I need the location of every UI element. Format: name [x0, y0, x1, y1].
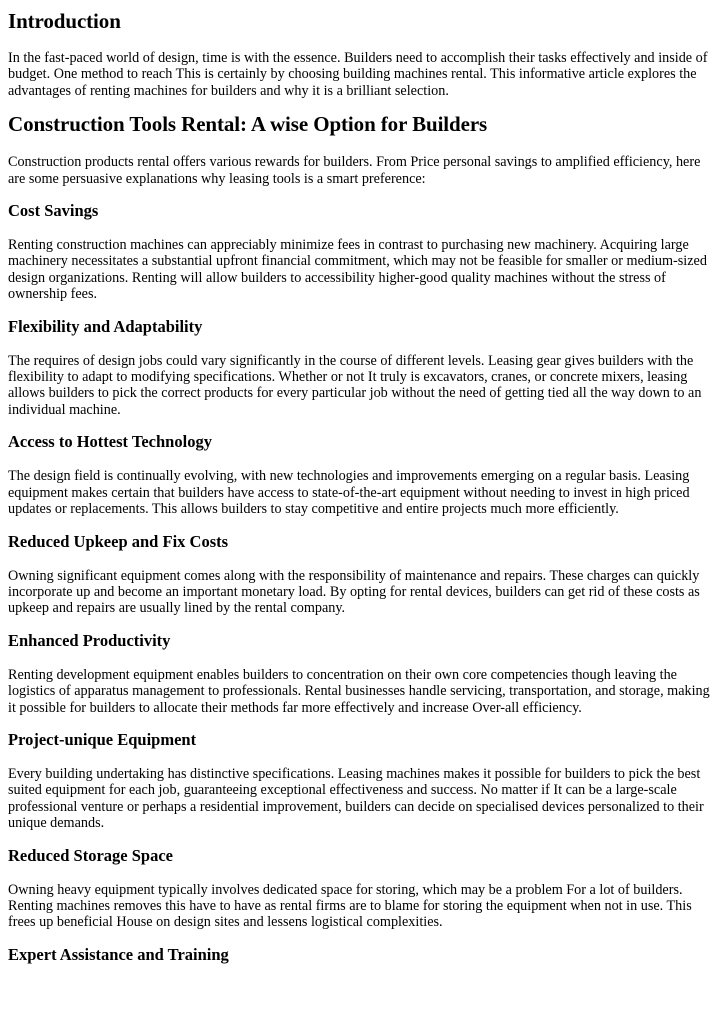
section-heading: Expert Assistance and Training [8, 944, 229, 964]
document-page [0, 8, 720, 965]
section-heading: Reduced Upkeep and Fix Costs [8, 531, 229, 551]
section-flexibility [8, 317, 712, 419]
section-heading: Reduced Storage Space [8, 845, 173, 865]
section-productivity [8, 631, 712, 716]
section-paragraph: The requires of design jobs could vary significantly in the course of different levels. Leasing gear gives builders with the flexibility to adapt to modifying specifications. Whether or not It truly is excavators, cranes, or concrete mixers, leasing allows builders to pick the correct products for every particular job without the need of getting tied all the way down to an individual machine. [8, 352, 702, 418]
section-heading: Cost Savings [8, 201, 99, 221]
section-heading: Enhanced Productivity [8, 630, 171, 650]
section-heading: Flexibility and Adaptability [8, 316, 203, 336]
section-paragraph: Owning heavy equipment typically involves dedicated space for storing, which may be a problem For a lot of builders. Renting machines removes this have to have as rental firms are to blame for storing the equipment when not in use. This frees up beneficial House on design sites and lessens logistical complexities. [8, 881, 692, 931]
section-paragraph: Renting construction machines can appreciably minimize fees in contrast to purchasing new machinery. Acquiring large machinery necessitates a substantial upfront financial commitment, which may not be feasible for smaller or medium-sized design organizations. Renting will allow builders to accessibility higher-good quality machines without the stress of ownership fees. [8, 237, 707, 303]
intro-heading: Introduction [8, 9, 121, 33]
section-cost-savings [8, 201, 712, 303]
section-heading: Project-unique Equipment [8, 729, 197, 749]
rental-heading: Construction Tools Rental: A wise Option for Builders [8, 112, 488, 137]
section-expert-assistance [8, 945, 712, 965]
section-paragraph: Owning significant equipment comes along with the responsibility of maintenance and repairs. These charges can quickly incorporate up and become an important monetary load. By opting for rental devices, builders can get rid of these costs as upkeep and repairs are usually lined by the rental company. [8, 567, 700, 617]
section-paragraph: Renting development equipment enables builders to concentration on their own core competencies though leaving the logistics of apparatus management to professionals. Rental businesses handle servicing, transportation, and storage, making it possible for builders to allocate their methods far more effectively and increase Over-all efficiency. [8, 666, 710, 716]
section-paragraph: The design field is continually evolving, with new technologies and improvements emerging on a regular basis. Leasing equipment makes certain that builders have access to state-of-the-art equipment without needing to invest in high priced updates or replacements. This allows builders to stay competitive and entire projects much more efficiently. [8, 468, 690, 518]
section-upkeep [8, 532, 712, 617]
intro-paragraph: In the fast-paced world of design, time is with the essence. Builders need to accomplish their tasks effectively and inside of budget. One method to reach This is certainly by choosing building machines rental. This informative article explores the advantages of renting machines for builders and why it is a brilliant selection. [8, 50, 708, 99]
section-storage [8, 846, 712, 931]
section-heading: Access to Hottest Technology [8, 432, 212, 452]
section-technology [8, 432, 712, 517]
section-project-equipment [8, 730, 712, 832]
section-paragraph: Every building undertaking has distinctive specifications. Leasing machines makes it possible for builders to pick the best suited equipment for each job, guaranteeing exceptional effectiveness and success. No matter if It can be a large-scale professional venture or perhaps a residential improvement, builders can decide on specialised devices personalized to their unique demands. [8, 765, 704, 832]
rental-paragraph: Construction products rental offers various rewards for builders. From Price personal savings to amplified efficiency, here are some persuasive explanations why leasing tools is a smart preference: [8, 154, 701, 187]
